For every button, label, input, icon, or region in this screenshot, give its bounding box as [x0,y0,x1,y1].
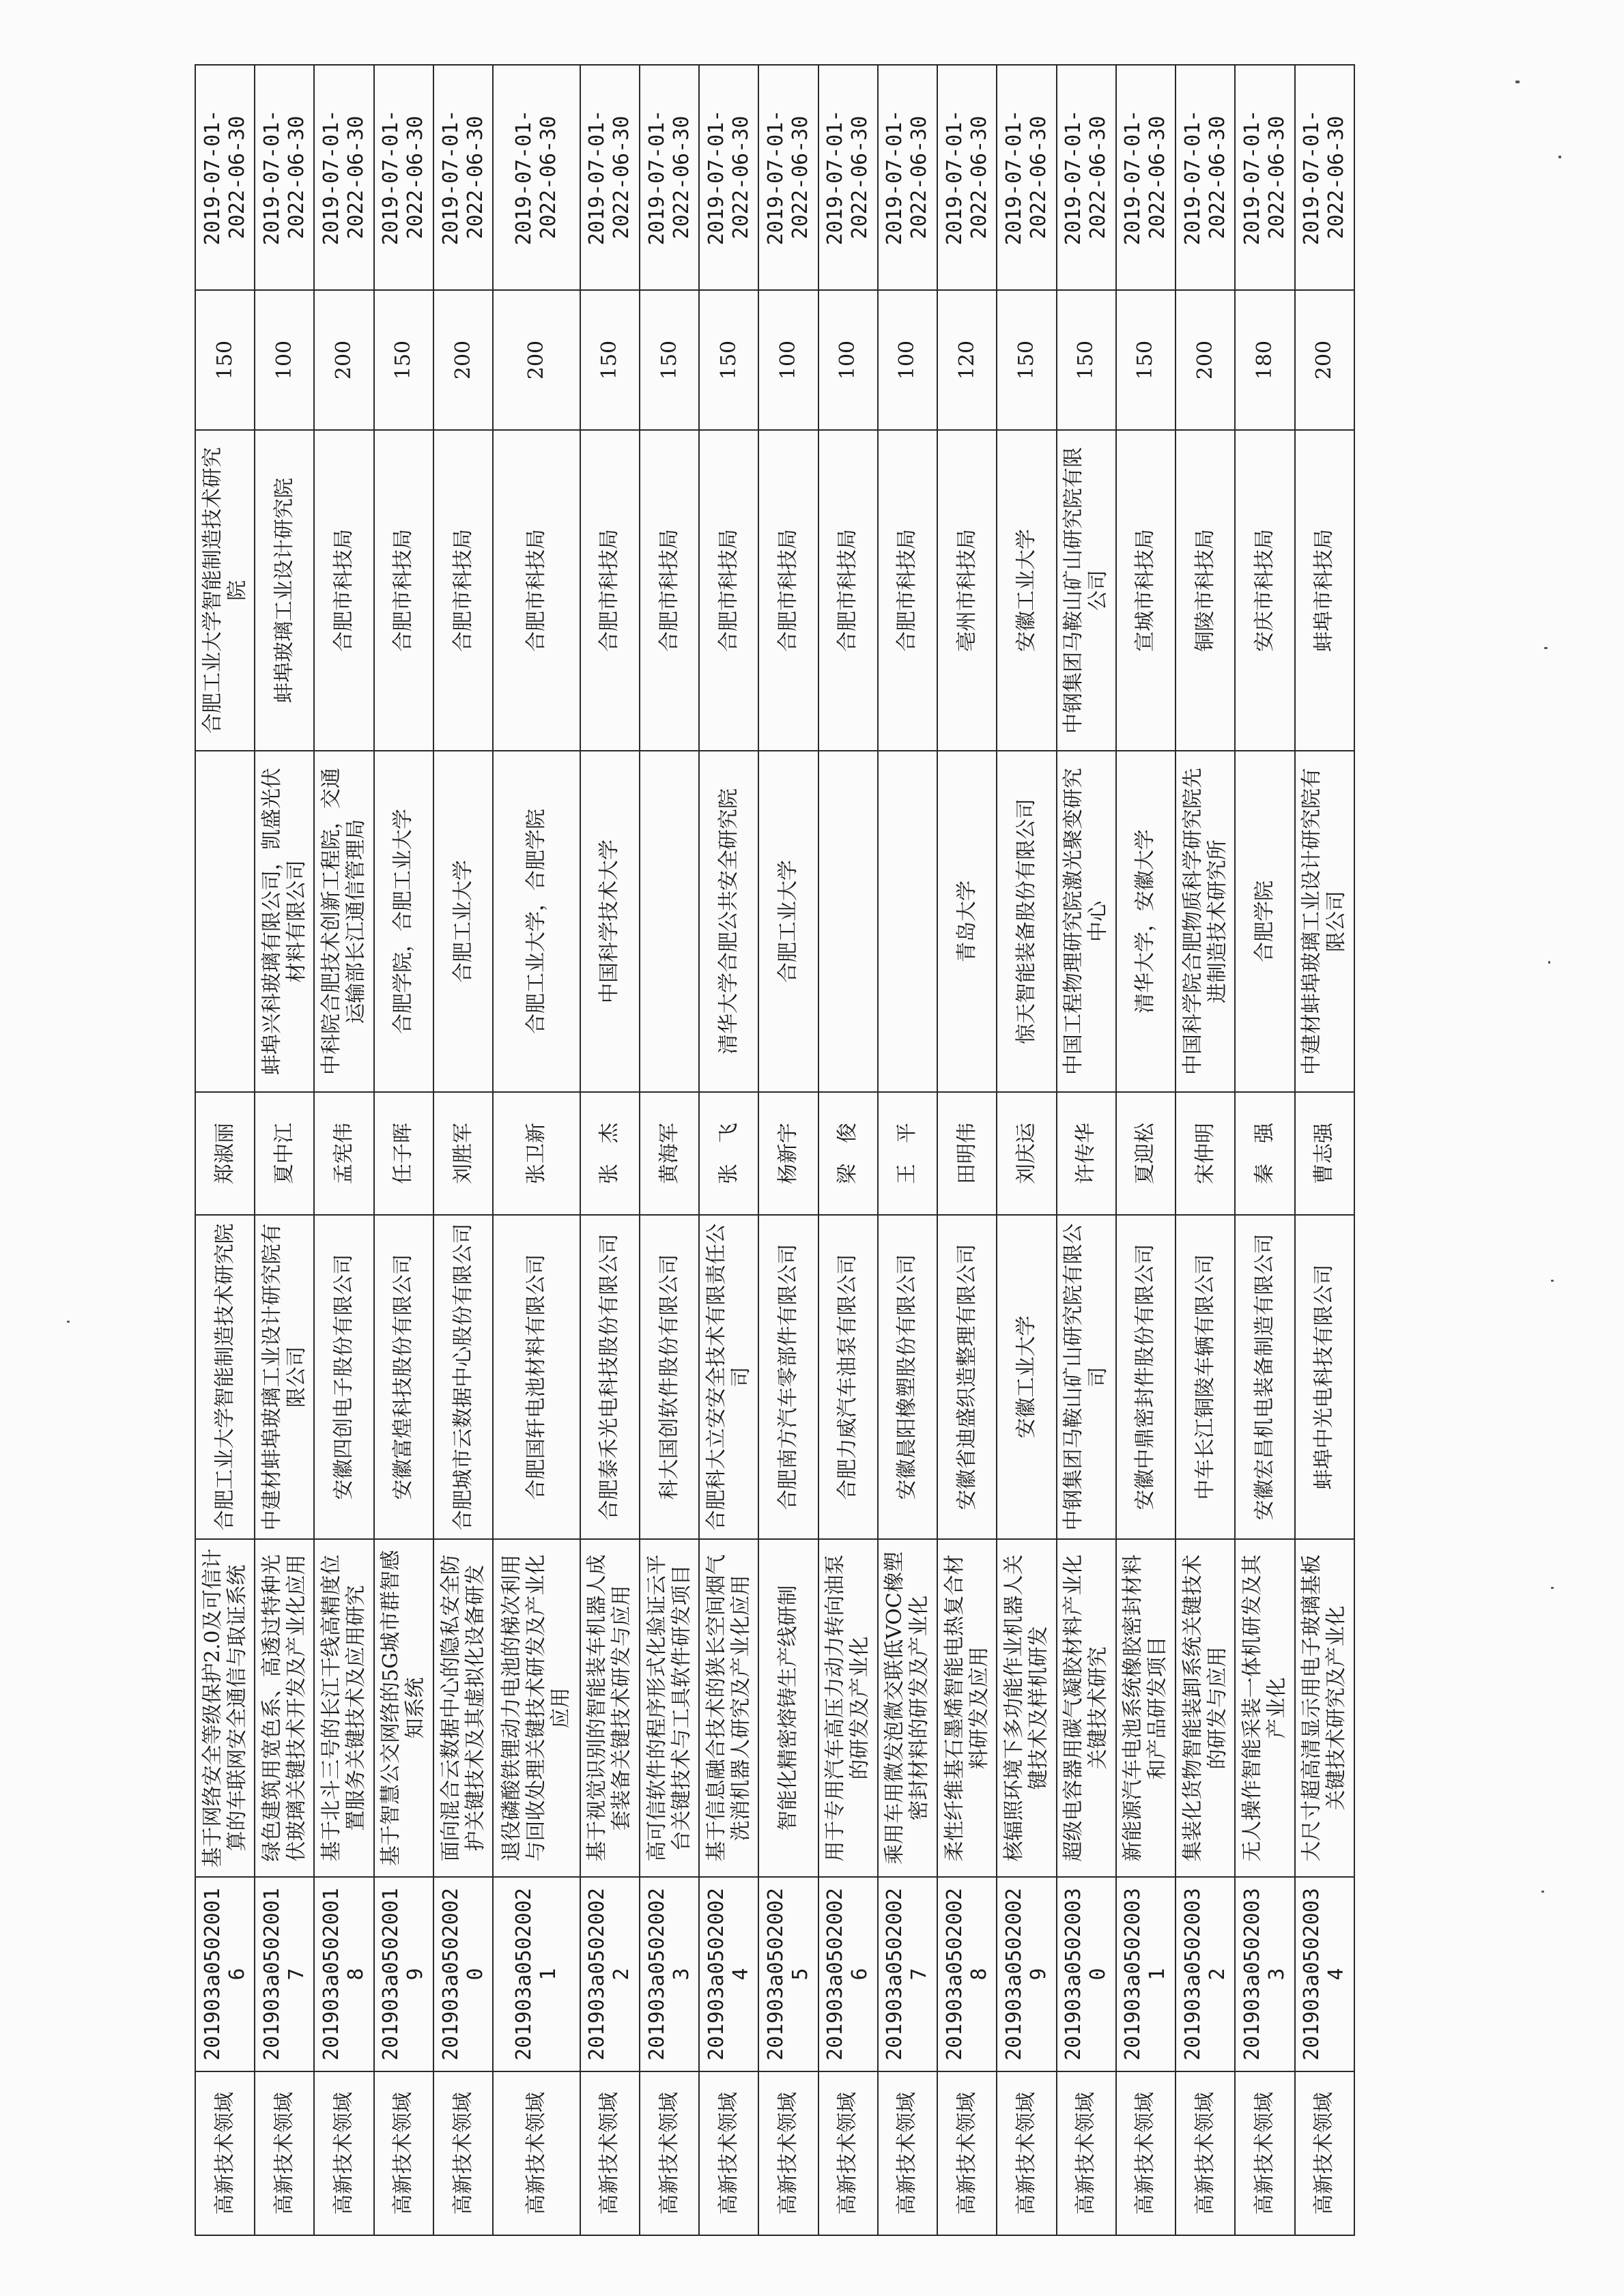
cell-partner-units: 合肥学院，合肥工业大学 [374,751,433,1092]
cell-partner-units: 合肥工业大学，合肥学院 [493,751,580,1092]
cell-lead-company: 安徽晨阳橡塑股份有限公司 [878,1215,937,1539]
period-start: 2019-07-01- [1180,109,1205,246]
cell-partner-units: 合肥学院 [1235,751,1294,1092]
cell-period [1295,65,1355,290]
cell-project-name: 智能化精密熔铸生产线研制 [758,1539,818,1877]
cell-project-leader: 秦 强 [1235,1092,1294,1215]
cell-project-code: 201903a05020034 [1295,1877,1355,2071]
cell-period [1235,65,1294,290]
scan-speck [1551,1280,1554,1282]
cell-funding: 180 [1235,290,1294,430]
period-end: 2022-06-30 [610,115,634,240]
cell-funding: 200 [1295,290,1355,430]
cell-partner-units: 青岛大学 [937,751,997,1092]
cell-funding: 150 [1057,290,1116,430]
cell-field: 高新技术领域 [1295,2071,1355,2235]
cell-project-code: 201903a05020019 [374,1877,433,2071]
cell-funding: 120 [937,290,997,430]
cell-project-name: 大尺寸超高清显示用电子玻璃基板关键技术研究及产业化 [1295,1539,1355,1877]
cell-project-leader: 曹志强 [1295,1092,1355,1215]
cell-field: 高新技术领域 [758,2071,818,2235]
cell-project-name: 柔性纤维基石墨烯智能电热复合材料研发及应用 [937,1539,997,1877]
cell-period [1116,65,1176,290]
period-start: 2019-07-01- [942,109,967,246]
cell-funding: 150 [580,290,640,430]
period-start: 2019-07-01- [1062,109,1086,246]
cell-partner-units: 蚌埠兴科玻璃有限公司，凯盛光伏材料有限公司 [255,751,314,1092]
cell-field: 高新技术领域 [195,2071,255,2235]
cell-recommending-unit: 亳州市科技局 [937,430,997,751]
cell-project-code: 201903a05020031 [1116,1877,1176,2071]
period-start: 2019-07-01- [259,109,284,246]
cell-project-code: 201903a05020017 [255,1877,314,2071]
cell-project-name: 基于网络安全等级保护2.0及可信计算的车联网安全通信与取证系统 [195,1539,255,1877]
cell-project-leader: 宋仲明 [1176,1092,1235,1215]
table-row [433,65,493,2235]
cell-partner-units: 中国科学技术大学 [580,751,640,1092]
table-row [1057,65,1116,2235]
cell-funding: 150 [374,290,433,430]
cell-funding: 150 [699,290,758,430]
cell-lead-company: 合肥泰禾光电科技股份有限公司 [580,1215,640,1539]
cell-lead-company: 安徽工业大学 [997,1215,1056,1539]
cell-field: 高新技术领域 [1176,2071,1235,2235]
cell-partner-units: 惊天智能装备股份有限公司 [997,751,1056,1092]
period-end: 2022-06-30 [403,115,428,240]
cell-project-name: 集装化货物智能装卸系统关键技术的研发与应用 [1176,1539,1235,1877]
cell-project-leader: 郑淑丽 [195,1092,255,1215]
cell-lead-company: 中钢集团马鞍山矿山研究院有限公司 [1057,1215,1116,1539]
cell-period [997,65,1056,290]
cell-project-name: 高可信软件的程序形式化验证云平台关键技术与工具软件研发项目 [640,1539,699,1877]
cell-recommending-unit: 中钢集团马鞍山矿山研究院有限公司 [1057,430,1116,751]
table-row [255,65,314,2235]
cell-project-name: 面向混合云数据中心的隐私安全防护关键技术及其虚拟化设备研发 [433,1539,493,1877]
cell-partner-units [640,751,699,1092]
cell-project-name: 乘用车用微发泡微交联低VOC橡塑密封材料的研发及产业化 [878,1539,937,1877]
cell-funding: 100 [758,290,818,430]
cell-recommending-unit: 合肥市科技局 [699,430,758,751]
cell-project-code: 201903a05020016 [195,1877,255,2071]
cell-recommending-unit: 合肥工业大学智能制造技术研究院 [195,430,255,751]
period-start: 2019-07-01- [883,109,907,246]
cell-recommending-unit: 安徽工业大学 [997,430,1056,751]
table-row [997,65,1056,2235]
cell-project-leader: 刘胜军 [433,1092,493,1215]
cell-lead-company: 中建材蚌埠玻璃工业设计研究院有限公司 [255,1215,314,1539]
cell-partner-units: 合肥工业大学 [758,751,818,1092]
cell-lead-company: 安徽四创电子股份有限公司 [314,1215,373,1539]
cell-funding: 150 [997,290,1056,430]
cell-field: 高新技术领域 [433,2071,493,2235]
cell-lead-company: 合肥国轩电池材料有限公司 [493,1215,580,1539]
period-end: 2022-06-30 [1026,115,1051,240]
cell-field: 高新技术领域 [255,2071,314,2235]
table-row [314,65,373,2235]
period-end: 2022-06-30 [1145,115,1170,240]
cell-project-leader: 黄海军 [640,1092,699,1215]
period-end: 2022-06-30 [225,115,249,240]
cell-project-leader: 张 杰 [580,1092,640,1215]
cell-lead-company: 安徽中鼎密封件股份有限公司 [1116,1215,1176,1539]
cell-field: 高新技术领域 [699,2071,758,2235]
cell-project-leader: 任子晖 [374,1092,433,1215]
cell-recommending-unit: 合肥市科技局 [818,430,878,751]
cell-field: 高新技术领域 [818,2071,878,2235]
cell-recommending-unit: 合肥市科技局 [374,430,433,751]
period-end: 2022-06-30 [669,115,694,240]
period-start: 2019-07-01- [438,109,463,246]
cell-period [758,65,818,290]
cell-project-name: 基于智慧公交网络的5G城市群智感知系统 [374,1539,433,1877]
cell-project-code: 201903a05020027 [878,1877,937,2071]
period-start: 2019-07-01- [704,109,728,246]
cell-partner-units [878,751,937,1092]
period-start: 2019-07-01- [1240,109,1264,246]
cell-field: 高新技术领域 [493,2071,580,2235]
cell-lead-company: 安徽省迪盛织造整理有限公司 [937,1215,997,1539]
table-row [195,65,255,2235]
table-body [195,65,1354,2235]
project-table [195,64,1355,2236]
cell-project-name: 新能源汽车电池系统橡胶密封材料和产品研发项目 [1116,1539,1176,1877]
cell-project-code: 201903a05020030 [1057,1877,1116,2071]
cell-lead-company: 合肥力威汽车油泵有限公司 [818,1215,878,1539]
cell-recommending-unit: 合肥市科技局 [580,430,640,751]
period-end: 2022-06-30 [788,115,812,240]
cell-project-code: 201903a05020021 [493,1877,580,2071]
cell-project-code: 201903a05020018 [314,1877,373,2071]
cell-recommending-unit: 合肥市科技局 [314,430,373,751]
cell-recommending-unit: 安庆市科技局 [1235,430,1294,751]
cell-field: 高新技术领域 [1057,2071,1116,2235]
cell-project-leader: 田明伟 [937,1092,997,1215]
cell-recommending-unit: 合肥市科技局 [433,430,493,751]
cell-field: 高新技术领域 [640,2071,699,2235]
rotated-table-wrapper [195,66,1355,2236]
cell-field: 高新技术领域 [997,2071,1056,2235]
cell-period [580,65,640,290]
cell-project-code: 201903a05020033 [1235,1877,1294,2071]
cell-project-leader: 梁 俊 [818,1092,878,1215]
cell-partner-units: 中国科学院合肥物质科学研究院先进制造技术研究所 [1176,751,1235,1092]
cell-project-leader: 王 平 [878,1092,937,1215]
cell-period [374,65,433,290]
cell-field: 高新技术领域 [580,2071,640,2235]
cell-lead-company: 安徽宏昌机电装备制造有限公司 [1235,1215,1294,1539]
cell-field: 高新技术领域 [1116,2071,1176,2235]
cell-project-name: 用于专用汽车高压力动力转向油泵的研发及产业化 [818,1539,878,1877]
cell-recommending-unit: 蚌埠玻璃工业设计研究院 [255,430,314,751]
cell-recommending-unit: 合肥市科技局 [493,430,580,751]
cell-period [818,65,878,290]
period-start: 2019-07-01- [1300,109,1324,246]
cell-funding: 150 [640,290,699,430]
cell-project-code: 201903a05020023 [640,1877,699,2071]
cell-project-name: 基于视觉识别的智能装车机器人成套装备关键技术研发与应用 [580,1539,640,1877]
cell-lead-company: 合肥科大立安安全技术有限责任公司 [699,1215,758,1539]
cell-period [699,65,758,290]
cell-partner-units: 中建材蚌埠玻璃工业设计研究院有限公司 [1295,751,1355,1092]
scan-speck [67,1321,70,1323]
period-start: 2019-07-01- [1121,109,1145,246]
cell-project-leader: 张 飞 [699,1092,758,1215]
cell-recommending-unit: 合肥市科技局 [758,430,818,751]
cell-partner-units: 清华大学合肥公共安全研究院 [699,751,758,1092]
cell-project-leader: 张卫新 [493,1092,580,1215]
table-row [493,65,580,2235]
cell-project-name: 核辐照环境下多功能作业机器人关键技术及样机研发 [997,1539,1056,1877]
table-row [937,65,997,2235]
scan-speck [1541,1891,1544,1893]
period-end: 2022-06-30 [463,115,487,240]
cell-project-code: 201903a05020032 [1176,1877,1235,2071]
period-start: 2019-07-01- [585,109,610,246]
table-row [640,65,699,2235]
cell-partner-units: 中国工程物理研究院激光聚变研究中心 [1057,751,1116,1092]
cell-funding: 100 [818,290,878,430]
table-row [878,65,937,2235]
cell-project-name: 基于信息融合技术的狭长空间烟气洗消机器人研究及产业化应用 [699,1539,758,1877]
cell-field: 高新技术领域 [314,2071,373,2235]
table-row [1176,65,1235,2235]
scan-speck [1515,81,1520,83]
period-end: 2022-06-30 [848,115,872,240]
table-row [1235,65,1294,2235]
cell-project-leader: 杨新宇 [758,1092,818,1215]
cell-field: 高新技术领域 [374,2071,433,2235]
cell-funding: 100 [878,290,937,430]
period-end: 2022-06-30 [1086,115,1111,240]
cell-lead-company: 合肥城市云数据中心股份有限公司 [433,1215,493,1539]
cell-field: 高新技术领域 [937,2071,997,2235]
cell-project-code: 201903a05020024 [699,1877,758,2071]
cell-partner-units [818,751,878,1092]
cell-funding: 200 [314,290,373,430]
cell-funding: 100 [255,290,314,430]
period-end: 2022-06-30 [1264,115,1289,240]
period-start: 2019-07-01- [511,109,536,246]
cell-project-leader: 刘庆运 [997,1092,1056,1215]
cell-period [1057,65,1116,290]
cell-field: 高新技术领域 [878,2071,937,2235]
scan-speck [1558,156,1561,158]
cell-funding: 150 [195,290,255,430]
cell-project-code: 201903a05020026 [818,1877,878,2071]
cell-period [255,65,314,290]
cell-project-leader: 夏中江 [255,1092,314,1215]
cell-recommending-unit: 合肥市科技局 [878,430,937,751]
cell-project-name: 绿色建筑用宽色系、高透过特种光伏玻璃关键技术开发及产业化应用 [255,1539,314,1877]
cell-funding: 200 [433,290,493,430]
period-end: 2022-06-30 [1205,115,1229,240]
period-start: 2019-07-01- [644,109,669,246]
cell-partner-units: 清华大学，安徽大学 [1116,751,1176,1092]
cell-project-name: 无人操作智能采装一体机研发及其产业化 [1235,1539,1294,1877]
period-end: 2022-06-30 [1324,115,1349,240]
cell-project-leader: 夏迎松 [1116,1092,1176,1215]
cell-project-code: 201903a05020020 [433,1877,493,2071]
cell-lead-company: 科大国创软件股份有限公司 [640,1215,699,1539]
cell-partner-units: 中科院合肥技术创新工程院，交通运输部长江通信管理局 [314,751,373,1092]
cell-funding: 150 [1116,290,1176,430]
cell-project-code: 201903a05020029 [997,1877,1056,2071]
period-start: 2019-07-01- [379,109,403,246]
period-start: 2019-07-01- [200,109,225,246]
table-row [374,65,433,2235]
cell-lead-company: 合肥工业大学智能制造技术研究院 [195,1215,255,1539]
cell-period [640,65,699,290]
cell-recommending-unit: 合肥市科技局 [640,430,699,751]
cell-period [195,65,255,290]
cell-period [493,65,580,290]
cell-project-name: 基于北斗三号的长江干线高精度位置服务关键技术及应用研究 [314,1539,373,1877]
cell-funding: 200 [1176,290,1235,430]
period-start: 2019-07-01- [1001,109,1026,246]
cell-project-name: 退役磷酸铁锂动力电池的梯次利用与回收处理关键技术研发及产业化应用 [493,1539,580,1877]
cell-recommending-unit: 铜陵市科技局 [1176,430,1235,751]
scan-speck [1544,647,1548,649]
cell-project-code: 201903a05020022 [580,1877,640,2071]
cell-period [937,65,997,290]
period-end: 2022-06-30 [284,115,309,240]
cell-field: 高新技术领域 [1235,2071,1294,2235]
cell-project-code: 201903a05020025 [758,1877,818,2071]
table-row [1295,65,1355,2235]
period-start: 2019-07-01- [764,109,788,246]
cell-period [1176,65,1235,290]
cell-lead-company: 中车长江铜陵车辆有限公司 [1176,1215,1235,1539]
cell-partner-units [195,751,255,1092]
period-end: 2022-06-30 [344,115,369,240]
period-end: 2022-06-30 [728,115,753,240]
table-row [699,65,758,2235]
table-row [818,65,878,2235]
period-end: 2022-06-30 [536,115,560,240]
cell-project-leader: 许传华 [1057,1092,1116,1215]
period-start: 2019-07-01- [319,109,344,246]
scan-speck [1551,1587,1554,1589]
period-end: 2022-06-30 [907,115,932,240]
cell-recommending-unit: 蚌埠市科技局 [1295,430,1355,751]
cell-project-name: 超级电容器用碳气凝胶材料产业化关键技术研究 [1057,1539,1116,1877]
table-row [1116,65,1176,2235]
cell-period [878,65,937,290]
period-start: 2019-07-01- [823,109,848,246]
period-end: 2022-06-30 [967,115,991,240]
table-row [758,65,818,2235]
cell-recommending-unit: 宣城市科技局 [1116,430,1176,751]
cell-partner-units: 合肥工业大学 [433,751,493,1092]
cell-project-leader: 孟宪伟 [314,1092,373,1215]
cell-funding: 200 [493,290,580,430]
cell-lead-company: 安徽富煌科技股份有限公司 [374,1215,433,1539]
table-row [580,65,640,2235]
cell-project-code: 201903a05020028 [937,1877,997,2071]
cell-period [314,65,373,290]
cell-lead-company: 合肥南方汽车零部件有限公司 [758,1215,818,1539]
scan-speck [1548,961,1550,964]
cell-period [433,65,493,290]
cell-lead-company: 蚌埠中光电科技有限公司 [1295,1215,1355,1539]
